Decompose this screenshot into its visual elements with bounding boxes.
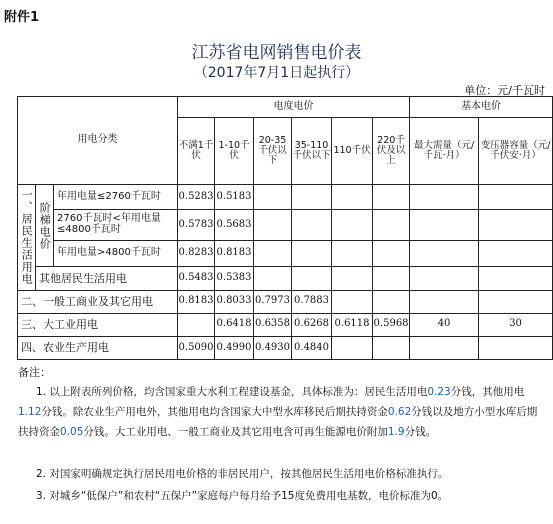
table-cell [479,336,553,359]
header-voltage-col: 220千伏及以上 [373,118,410,185]
row-label: 四、农业生产用电 [18,336,178,359]
table-row [18,267,553,290]
table-cell: 0.6118 [332,313,373,336]
table-cell: 0.6358 [254,313,292,336]
table-cell [410,241,479,267]
row-label: 其他居民生活用电 [36,267,178,290]
row-label: 三、大工业用电 [18,313,178,336]
table-cell: 0.5090 [178,336,215,359]
table-cell [373,241,410,267]
table-cell: 0.6418 [215,313,254,336]
table-cell: 0.5783 [178,209,215,241]
table-cell [332,290,373,313]
header-energy-price: 电度电价 [178,97,410,118]
table-row [18,313,553,336]
table-cell [254,209,292,241]
table-cell [410,209,479,241]
table-cell [254,185,292,209]
table-cell [332,336,373,359]
table-cell [479,209,553,241]
table-cell [254,267,292,290]
tariff-table [17,96,553,360]
table-row [18,209,553,241]
table-cell [373,336,410,359]
header-basic-price: 基本电价 [410,97,553,118]
table-cell: 0.5283 [178,185,215,209]
table-cell: 0.8183 [215,241,254,267]
header-voltage-col: 20-35千伏以下 [254,118,292,185]
table-cell [292,241,332,267]
note-2: 2. 对国家明确规定执行居民用电价格的非居民用户，按其他居民生活用电价格标准执行。 [36,468,449,480]
table-cell: 0.8183 [178,290,215,313]
table-cell [410,267,479,290]
table-cell: 0.7973 [254,290,292,313]
unit-label: 单位：元/千瓦时 [464,84,545,97]
table-row [18,290,553,313]
table-cell [178,313,215,336]
group-tiered: 阶梯电价 [36,185,54,267]
table-cell: 30 [479,313,553,336]
table-cell: 0.5183 [215,185,254,209]
table-cell [332,209,373,241]
row-label: 二、一般工商业及其它用电 [18,290,178,313]
note-1: 1. 以上附表所列价格，均含国家重大水利工程建设基金，具体标准为：居民生活用电0.23分钱，其他用电1.12分钱。除农业生产用电外，其他用电均含国家大中型水库移民后期扶持资金0.62分钱以及地方小型水库后期扶持资金0.05分钱。大工业用电、一般工商业及其它用电含可再生能源电价附加1.9分钱。 [18,386,538,438]
page-title: 江苏省电网销售电价表 [191,43,362,63]
table-cell [410,336,479,359]
table-cell [332,185,373,209]
table-cell [479,185,553,209]
table-cell [292,209,332,241]
table-cell: 0.4990 [215,336,254,359]
table-cell [254,241,292,267]
table-cell: 0.4930 [254,336,292,359]
note-3: 3. 对城乡“低保户”和农村“五保户”家庭每户每月给予15度免费用电基数，电价标准为0。 [36,490,449,502]
header-voltage-col: 35-110千伏以下 [292,118,332,185]
header-voltage-col: 不满1千伏 [178,118,215,185]
table-cell: 0.6268 [292,313,332,336]
table-cell [410,290,479,313]
table-cell: 0.5683 [215,209,254,241]
table-cell [479,267,553,290]
table-cell [373,267,410,290]
row-label: 年用电量>4800千瓦时 [54,241,178,267]
table-row [18,185,553,209]
table-cell: 0.5968 [373,313,410,336]
table-cell [332,267,373,290]
attachment-label: 附件1 [4,10,40,25]
table-cell: 0.4840 [292,336,332,359]
table-row [18,241,553,267]
table-cell [292,267,332,290]
table-cell: 0.8033 [215,290,254,313]
header-voltage-col: 110千伏 [332,118,373,185]
header-category: 用电分类 [18,97,178,185]
table-cell: 0.8283 [178,241,215,267]
notes-title: 备注： [18,366,51,379]
table-cell: 0.5483 [178,267,215,290]
header-basic-col: 最大需量（元/千瓦·月） [410,118,479,185]
table-cell [373,290,410,313]
row-label: 2760千瓦时<年用电量≤4800千瓦时 [54,209,178,241]
table-cell [373,185,410,209]
header-voltage-col: 1-10千伏 [215,118,254,185]
table-cell: 0.5383 [215,267,254,290]
table-cell: 0.7883 [292,290,332,313]
table-cell [479,290,553,313]
row-label: 年用电量≤2760千瓦时 [54,185,178,209]
page-subtitle: （2017年7月1日起执行） [193,65,360,81]
table-cell [479,241,553,267]
table-cell [292,185,332,209]
table-cell [410,185,479,209]
header-basic-col: 变压器容量（元/千伏安·月） [479,118,553,185]
table-cell [332,241,373,267]
table-row [18,336,553,359]
group-residential: 一、居民生活用电 [18,185,36,290]
table-cell: 40 [410,313,479,336]
table-cell [373,209,410,241]
